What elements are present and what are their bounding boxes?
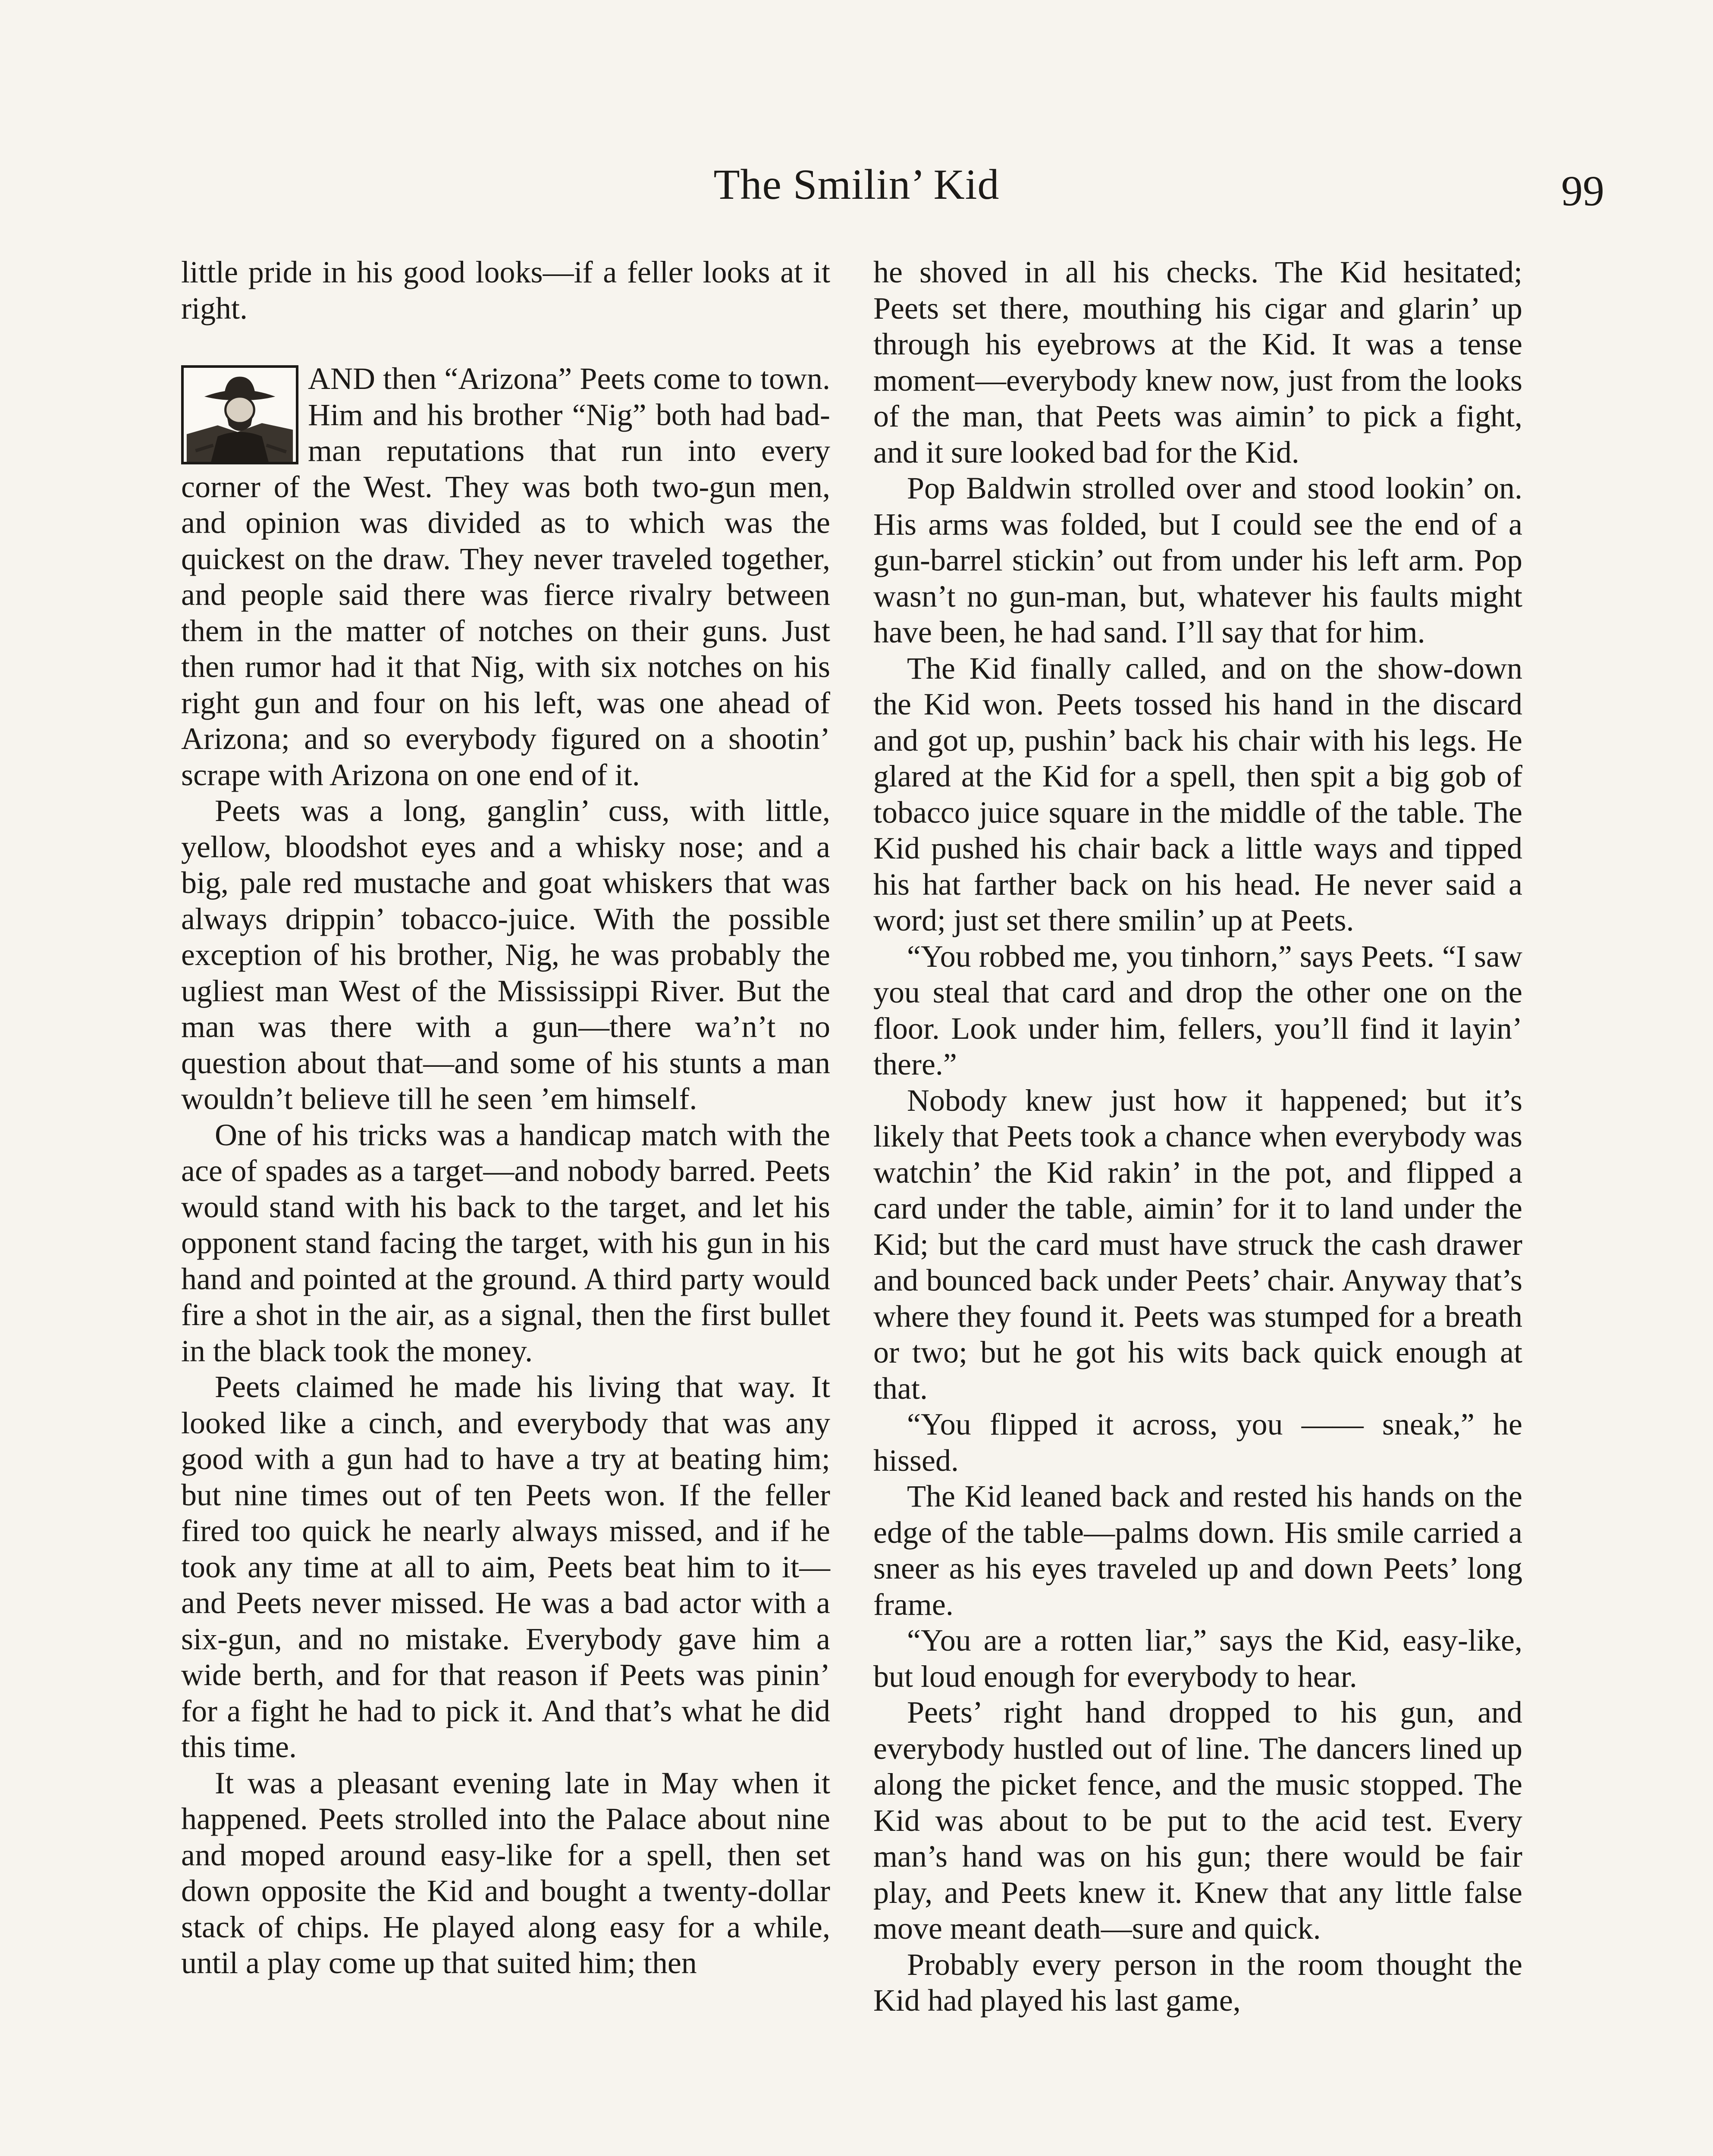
paragraph: “You flipped it across, you —— sneak,” he hissed. (873, 1407, 1522, 1478)
paragraph: Peets was a long, ganglin’ cuss, with little, yellow, bloodshot eyes and a whisky nose; and a big, pale red mustache and goat whiskers that was always drippin’ tobacco-juice. With the possible exception of his brother, Nig, he was probably the ugliest man West of the Mississippi River. But the man was there with a gun—there wa’n’t no question about that—and some of his stunts a man wouldn’t believe till he seen ’em himself. (181, 793, 830, 1116)
paragraph: Pop Baldwin strolled over and stood lookin’ on. His arms was folded, but I could see the end of a gun-barrel stickin’ out from under his left arm. Pop wasn’t no gun-man, but, whatever his faults might have been, he had sand. I’ll say that for him. (873, 471, 1522, 649)
paragraph: Peets claimed he made his living that way. It looked like a cinch, and everybody that was any good with a gun had to have a try at beating him; but nine times out of ten Peets won. If the feller fired too quick he nearly always missed, and if he took any time at all to aim, Peets beat him to it—and Peets never missed. He was a bad actor with a six-gun, and no mistake. Everybody gave him a wide berth, and for that reason if Peets was pinin’ for a fight he had to pick it. And that’s what he did this time. (181, 1369, 830, 1764)
paragraph: One of his tricks was a handicap match with the ace of spades as a target—and nobody barred. Peets would stand with his back to the target, and let his opponent stand facing the target, with his gun in his hand and pointed at the ground. A third party would fire a shot in the air, as a signal, then the first bullet in the black took the money. (181, 1117, 830, 1368)
paragraph: Probably every person in the room thought the Kid had played his last game, (873, 1947, 1522, 2018)
paragraph-text: AND then “Arizona” Peets come to town. Him and his brother “Nig” both had bad-man reputations that run into every corner of the West. They was both two-gun men, and opinion was divided as to which was the quickest on the draw. They never traveled together, and people said there was fierce rivalry between them in the matter of notches on their guns. Just then rumor had it that Nig, with six notches on his right gun and four on his left, was one ahead of Arizona; and so everybody figured on a shootin’ scrape with Arizona on one end of it. (181, 361, 830, 792)
paragraph: he shoved in all his checks. The Kid hesitated; Peets set there, mouthing his cigar and glarin’ up through his eyebrows at the Kid. It was a tense moment—everybody knew now, just from the looks of the man, that Peets was aimin’ to pick a fight, and it sure looked bad for the Kid. (873, 255, 1522, 470)
paragraph: The Kid finally called, and on the show-down the Kid won. Peets tossed his hand in the discard and got up, pushin’ back his chair with his legs. He glared at the Kid for a spell, then spit a big gob of tobacco juice square in the middle of the table. The Kid pushed his chair back a little ways and tipped his hat farther back on his head. He never said a word; just set there smilin’ up at Peets. (873, 651, 1522, 937)
cowboy-portrait-icon (181, 365, 298, 464)
paragraph: Peets’ right hand dropped to his gun, and everybody hustled out of line. The dancers lined up along the picket fence, and the music stopped. The Kid was about to be put to the acid test. Every man’s hand was on his gun; there would be fair play, and Peets knew it. Knew that any little false move meant death—sure and quick. (873, 1695, 1522, 1946)
left-column (181, 254, 830, 1981)
paragraph: little pride in his good looks—if a feller looks at it right. (181, 255, 830, 326)
page-number: 99 (1561, 167, 1604, 215)
paragraph: The Kid leaned back and rested his hands on the edge of the table—palms down. His smile carried a sneer as his eyes traveled up and down Peets’ long frame. (873, 1479, 1522, 1622)
paragraph: Nobody knew just how it happened; but it’s likely that Peets took a chance when everybody was watchin’ the Kid rakin’ in the pot, and flipped a card under the table, aimin’ for it to land under the Kid; but the card must have struck the cash drawer and bounced back under Peets’ chair. Anyway that’s where they found it. Peets was stumped for a breath or two; but he got his wits back quick enough at that. (873, 1083, 1522, 1406)
paragraph-with-drop-cap (181, 361, 830, 793)
paragraph: It was a pleasant evening late in May when it happened. Peets strolled into the Palace about nine and moped around easy-like for a spell, then set down opposite the Kid and bought a twenty-dollar stack of chips. He played along easy for a while, until a play come up that suited him; then (181, 1765, 830, 1980)
right-column (873, 254, 1522, 2019)
running-title: The Smilin’ Kid (713, 160, 1000, 208)
paragraph: “You are a rotten liar,” says the Kid, easy-like, but loud enough for everybody to hear. (873, 1623, 1522, 1694)
paragraph: “You robbed me, you tinhorn,” says Peets. “I saw you steal that card and drop the other one on the floor. Look under him, fellers, you’ll find it layin’ there.” (873, 939, 1522, 1081)
